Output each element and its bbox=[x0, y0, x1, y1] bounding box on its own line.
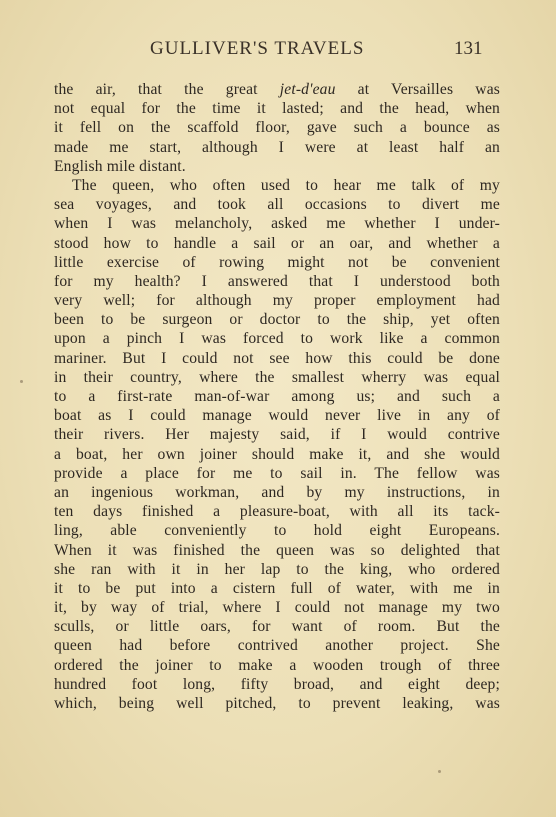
text-line: it fell on the scaffold floor, gave such a bounce as bbox=[54, 119, 500, 137]
text-line: not equal for the time it lasted; and the head, when bbox=[54, 100, 500, 118]
text-line: been to be surgeon or doctor to the ship, yet often bbox=[54, 311, 500, 329]
text-line: boat as I could manage would never live in any of bbox=[54, 407, 500, 425]
text-line: in their country, where the smallest wherry was equal bbox=[54, 368, 500, 386]
page-header bbox=[0, 38, 556, 64]
text-line: sea voyages, and took all occasions to divert me bbox=[54, 196, 500, 214]
text-line: ten days finished a pleasure-boat, with all its tack- bbox=[54, 503, 500, 521]
text-line: an ingenious workman, and by my instructions, in bbox=[54, 483, 500, 501]
text-line: little exercise of rowing might not be convenient bbox=[54, 253, 500, 271]
text-line: ordered the joiner to make a wooden trough of three bbox=[54, 656, 500, 674]
text-line: it to be put into a cistern full of water, with me in bbox=[54, 579, 500, 597]
text-line: When it was finished the queen was so delighted that bbox=[54, 541, 500, 559]
text-line: very well; for although my proper employment had bbox=[54, 292, 500, 310]
text-line: English mile distant. bbox=[54, 157, 186, 175]
text-line: when I was melancholy, asked me whether I under- bbox=[54, 215, 500, 233]
text-line: hundred foot long, fifty broad, and eight deep; bbox=[54, 675, 500, 693]
paper-speck bbox=[438, 770, 441, 773]
text-line: upon a pinch I was forced to work like a common bbox=[54, 330, 500, 348]
text-line: The queen, who often used to hear me talk of my bbox=[72, 176, 500, 194]
text-line: provide a place for me to sail in. The fellow was bbox=[54, 464, 500, 482]
text-line: their rivers. Her majesty said, if I would contrive bbox=[54, 426, 500, 444]
text-line: made me start, although I were at least half an bbox=[54, 138, 500, 156]
running-title: GULLIVER'S TRAVELS bbox=[150, 38, 365, 59]
text-line: which, being well pitched, to prevent leaking, was bbox=[54, 695, 500, 712]
text-line: sculls, or little oars, for want of room. But the bbox=[54, 618, 500, 636]
text-line: she ran with it in her lap to the king, who ordered bbox=[54, 560, 500, 578]
text-line: it, by way of trial, where I could not manage my two bbox=[54, 599, 500, 617]
text-line: mariner. But I could not see how this could be done bbox=[54, 349, 500, 367]
text-line: a boat, her own joiner should make it, and she would bbox=[54, 445, 500, 463]
text-span: the air, that the great bbox=[54, 81, 280, 98]
page-number: 131 bbox=[454, 38, 483, 59]
text-line: ling, able conveniently to hold eight Europeans. bbox=[54, 522, 500, 540]
body-text bbox=[54, 80, 500, 713]
text-span: at Versailles was bbox=[335, 81, 500, 98]
text-line bbox=[54, 80, 500, 99]
text-line: stood how to handle a sail or an oar, and whether a bbox=[54, 234, 500, 252]
text-line: to a first-rate man-of-war among us; and such a bbox=[54, 388, 500, 405]
paper-speck bbox=[20, 380, 23, 383]
text-line: queen had before contrived another project. She bbox=[54, 637, 500, 655]
text-line: for my health? I answered that I understood both bbox=[54, 272, 500, 290]
italic-term: jet-d'eau bbox=[279, 81, 336, 98]
